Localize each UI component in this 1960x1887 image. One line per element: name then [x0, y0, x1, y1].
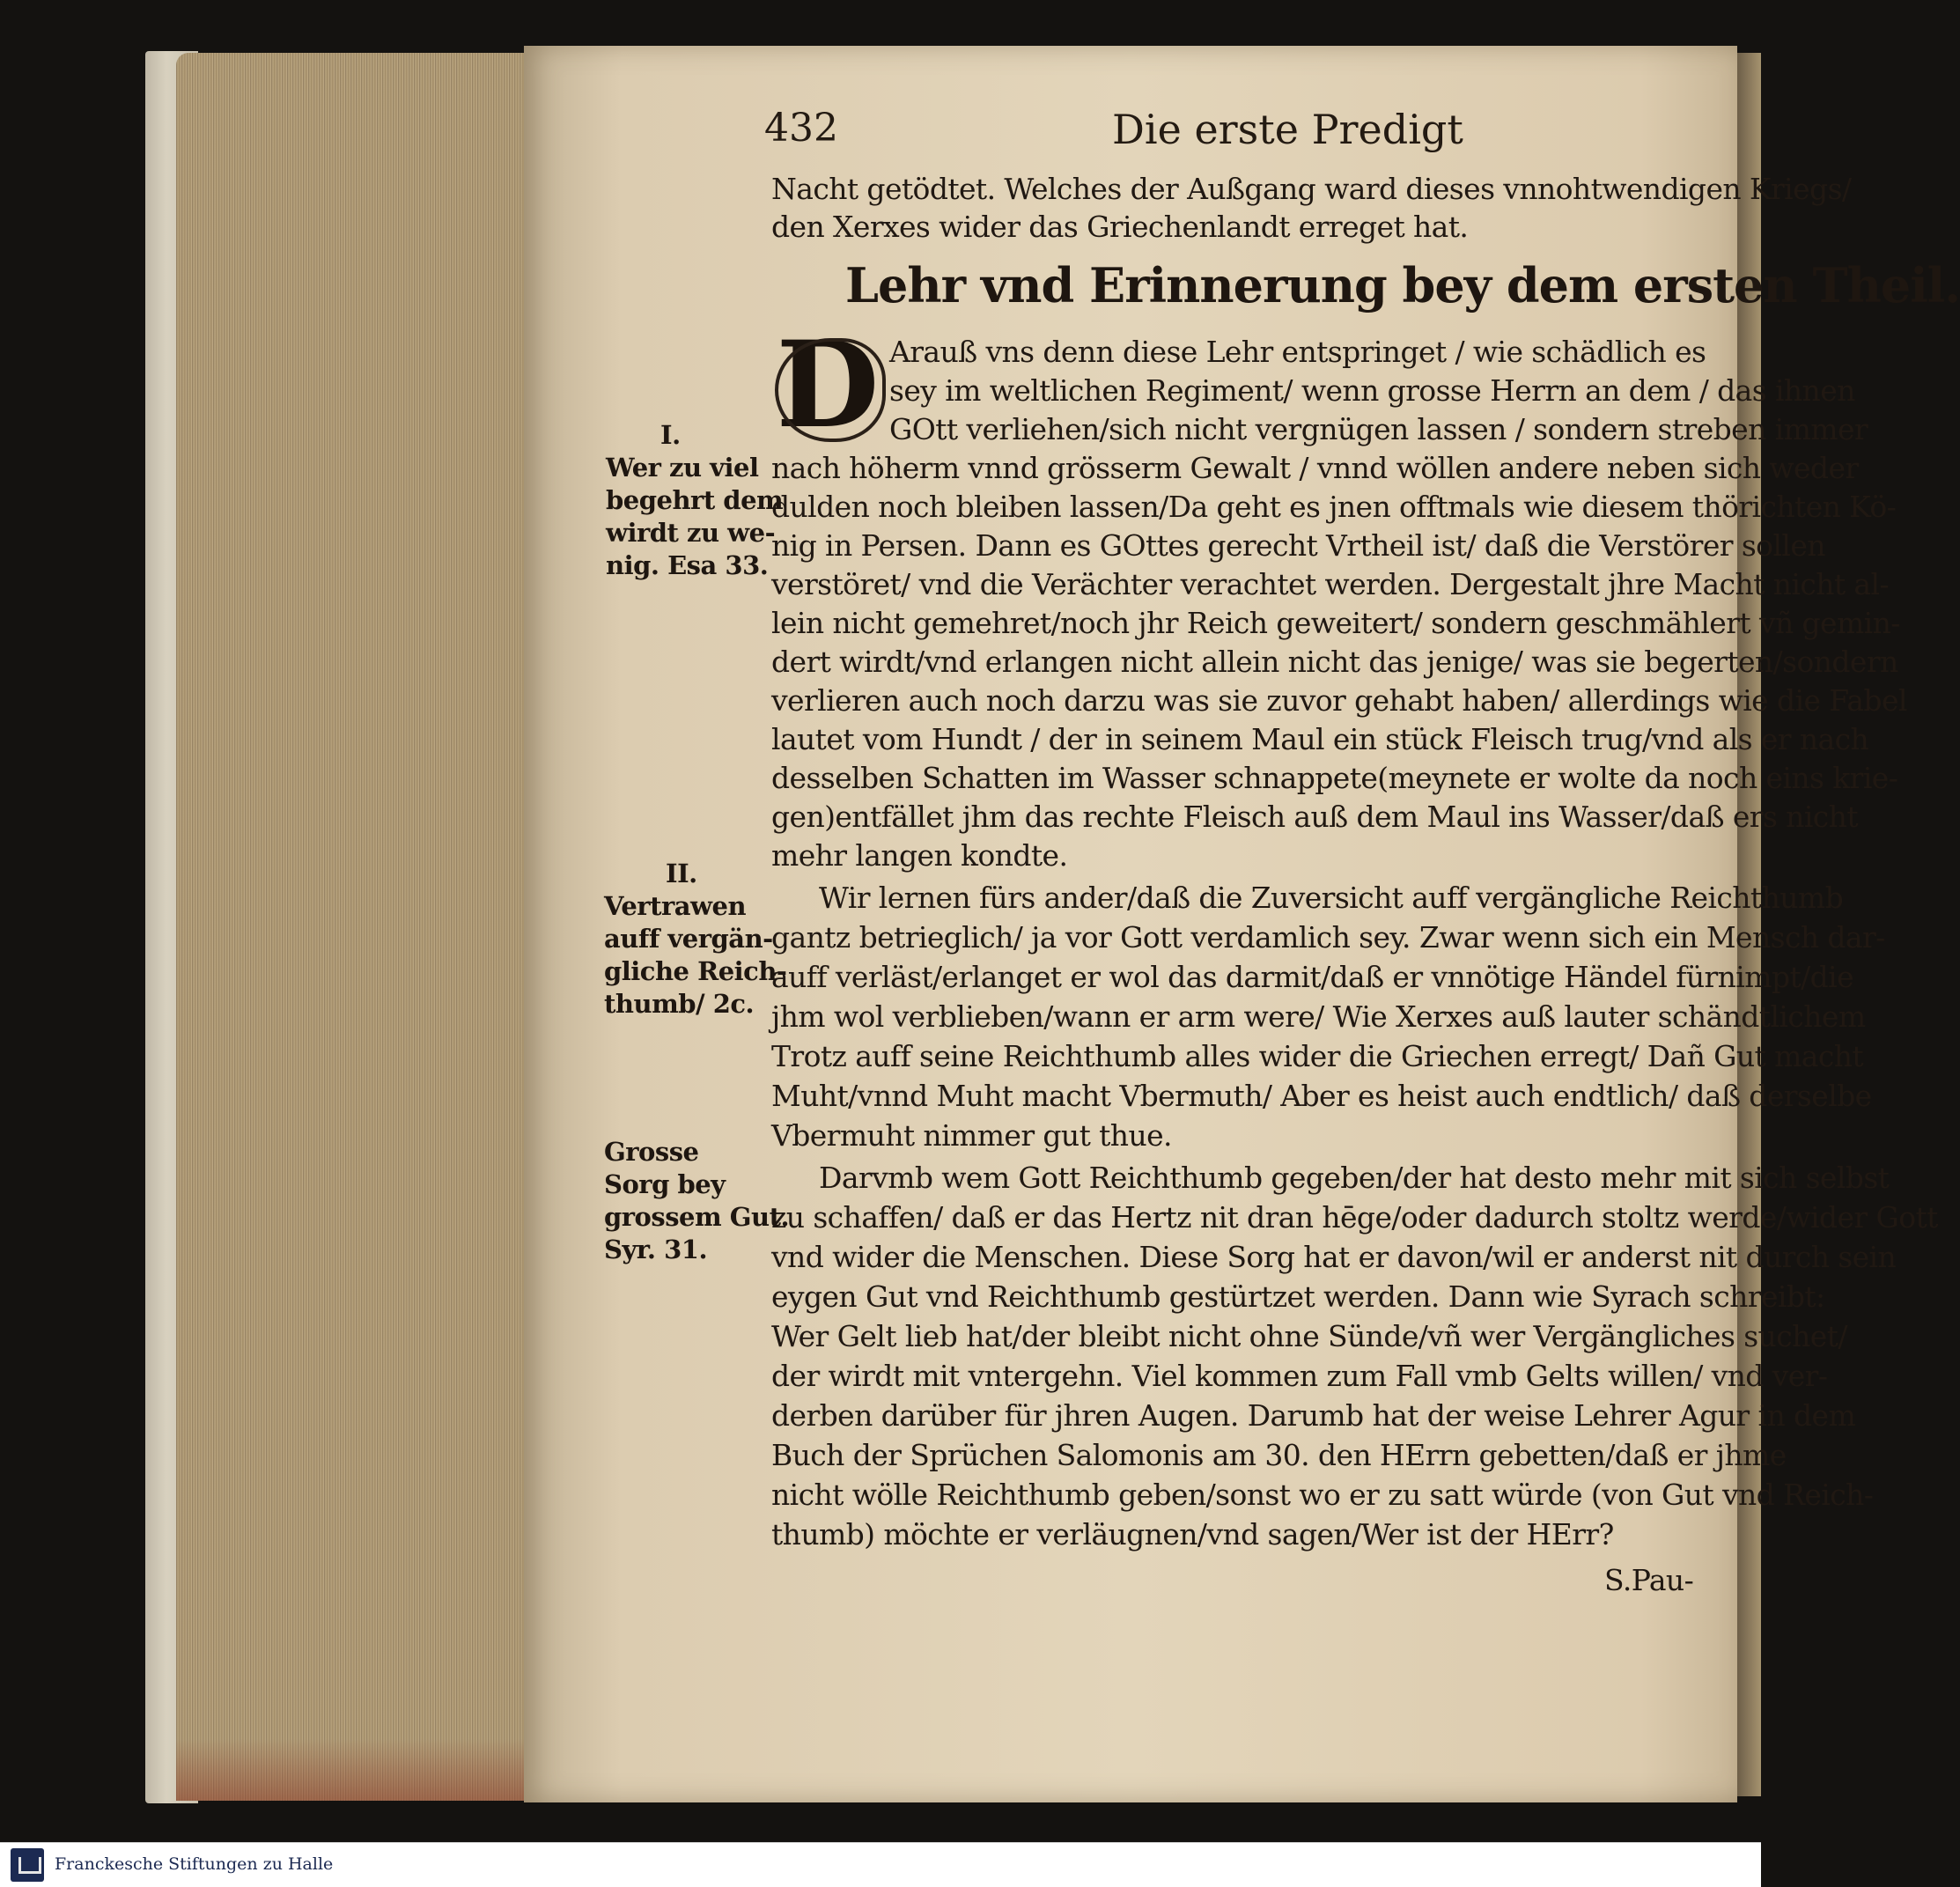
catchword: S.Pau- [1604, 1563, 1694, 1597]
margin-note-2 [604, 858, 786, 1021]
text-line: dulden noch bleiben lassen/Da geht es jnen offtmals wie diesem thörichten Kö- [771, 490, 1897, 524]
margin-note-line: gliche Reich- [604, 956, 787, 986]
decorated-initial: D [771, 328, 884, 442]
margin-note-line: wirdt zu we- [606, 518, 776, 548]
text-line: Wer Gelt lieb hat/der bleibt nicht ohne Sünde/vñ wer Vergängliches suchet/ [771, 1319, 1847, 1353]
text-line: Vbermuht nimmer gut thue. [771, 1118, 1172, 1153]
footer-bar [0, 1842, 1761, 1887]
text-line: nig in Persen. Dann es GOttes gerecht Vrtheil ist/ daß die Verstörer sollen [771, 528, 1825, 563]
margin-note-line: Wer zu viel [606, 453, 759, 483]
text-line: eygen Gut vnd Reichthumb gestürtzet werden. Dann wie Syrach schreibt: [771, 1279, 1825, 1314]
text-line: GOtt verliehen/sich nicht vergnügen lassen / sondern streben immer [889, 412, 1868, 446]
margin-note-line: Syr. 31. [604, 1235, 708, 1264]
text-line: Trotz auff seine Reichthumb alles wider die Griechen erregt/ Dañ Gut macht [771, 1039, 1864, 1073]
text-line: vnd wider die Menschen. Diese Sorg hat er davon/wil er anderst nit durch sein [771, 1240, 1897, 1274]
text-line: sey im weltlichen Regiment/ wenn grosse Herrn an dem / das ihnen [889, 373, 1855, 408]
institution-logo-icon [11, 1848, 44, 1882]
text-line: Nacht getödtet. Welches der Außgang ward dieses vnnohtwendigen Kriegs/ [771, 172, 1852, 206]
margin-note-line: begehrt dem [606, 485, 784, 515]
text-line: der wirdt mit vntergehn. Viel kommen zum Fall vmb Gelts willen/ vnd ver- [771, 1359, 1828, 1393]
page-header [764, 106, 1724, 158]
text-line: den Xerxes wider das Griechenlandt erreget hat. [771, 210, 1469, 244]
text-line: auff verläst/erlanget er wol das darmit/daß er vnnötige Händel fürnimpt/die [771, 960, 1854, 994]
text-line: lautet vom Hundt / der in seinem Maul ein stück Fleisch trug/vnd als er nach [771, 722, 1869, 756]
margin-note-line: Grosse [604, 1137, 699, 1167]
text-line: Muht/vnnd Muht macht Vbermuth/ Aber es heist auch endtlich/ daß derselbe [771, 1079, 1872, 1113]
text-line: thumb) möchte er verläugnen/vnd sagen/Wer ist der HErr? [771, 1517, 1614, 1552]
text-line: zu schaffen/ daß er das Hertz nit dran hēge/oder dadurch stoltz werde/wider Gott [771, 1200, 1938, 1235]
margin-note-line: Vertrawen [604, 891, 747, 921]
text-line: Darvmb wem Gott Reichthumb gegeben/der hat desto mehr mit sich selbst [819, 1161, 1890, 1195]
margin-note-3 [604, 1136, 789, 1266]
text-line: verlieren auch noch darzu was sie zuvor gehabt haben/ allerdings wie die Fabel [771, 683, 1907, 718]
text-line: nach höherm vnnd grösserm Gewalt / vnnd wöllen andere neben sich weder [771, 451, 1859, 485]
page-number: 432 [764, 106, 838, 151]
text-line: desselben Schatten im Wasser schnappete(meynete er wolte da noch eins krie- [771, 761, 1898, 795]
text-line: dert wirdt/vnd erlangen nicht allein nicht das jenige/ was sie begerten/sondern [771, 645, 1898, 679]
text-line: Buch der Sprüchen Salomonis am 30. den HErrn gebetten/daß er jhme [771, 1438, 1787, 1472]
text-line: derben darüber für jhren Augen. Darumb hat der weise Lehrer Agur in dem [771, 1398, 1856, 1433]
margin-note-1 [606, 419, 783, 582]
institution-name: Franckesche Stiftungen zu Halle [55, 1854, 334, 1874]
margin-note-line: I. [660, 420, 681, 450]
margin-note-line: II. [666, 859, 697, 888]
text-line: verstöret/ vnd die Verächter verachtet werden. Dergestalt jhre Macht nicht al- [771, 567, 1889, 601]
text-line: jhm wol verblieben/wann er arm were/ Wie Xerxes auß lauter schändtlichem [771, 999, 1866, 1034]
text-line: Wir lernen fürs ander/daß die Zuversicht auff vergängliche Reichthumb [819, 881, 1844, 915]
text-line: nicht wölle Reichthumb geben/sonst wo er zu satt würde (von Gut vnd Reich- [771, 1478, 1874, 1512]
margin-note-line: nig. Esa 33. [606, 550, 769, 580]
text-line: mehr langen kondte. [771, 838, 1068, 873]
section-heading: Lehr vnd Erinnerung bey dem ersten Theil. [845, 257, 1960, 313]
running-title: Die erste Predigt [1112, 106, 1463, 153]
text-line: gantz betrieglich/ ja vor Gott verdamlich sey. Zwar wenn sich ein Mensch dar- [771, 920, 1885, 955]
margin-note-line: thumb/ 2c. [604, 989, 755, 1019]
text-line: lein nicht gemehret/noch jhr Reich geweitert/ sondern geschmählert vñ gemin- [771, 606, 1900, 640]
margin-note-line: grossem Gut. [604, 1202, 790, 1232]
margin-note-line: auff vergän- [604, 924, 773, 954]
text-line: gen)entfället jhm das rechte Fleisch auß dem Maul ins Wasser/daß ers nicht [771, 800, 1858, 834]
text-line: Arauß vns denn diese Lehr entspringet / wie schädlich es [889, 335, 1706, 369]
page-block-edge [176, 53, 539, 1801]
margin-note-line: Sorg bey [604, 1169, 726, 1199]
